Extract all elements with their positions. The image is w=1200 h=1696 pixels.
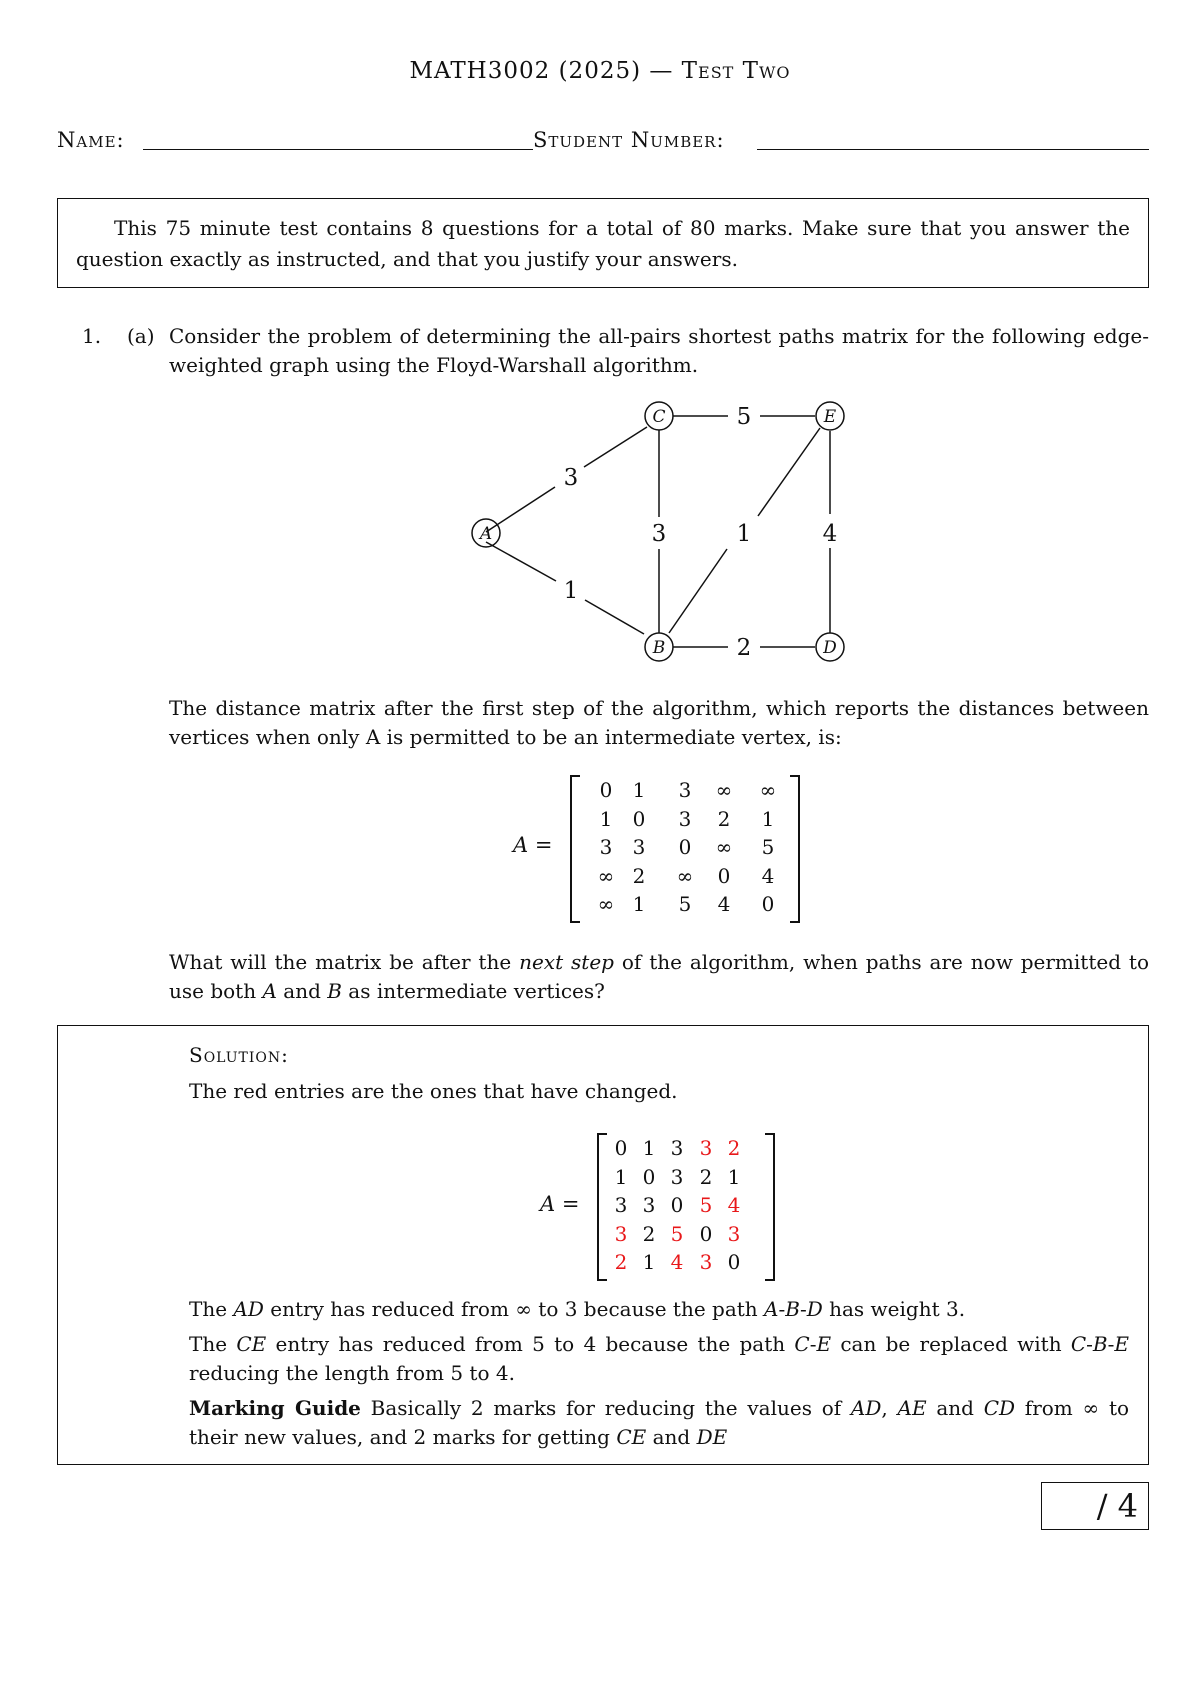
edge-a-b-upper — [486, 542, 556, 581]
matrix-cell: 3 — [699, 1250, 713, 1274]
matrix-cell: 0 — [614, 1136, 628, 1160]
node-label-d: D — [823, 638, 837, 658]
solution-intro: The red entries are the ones that have changed. — [189, 1079, 678, 1103]
matrix-intro: The distance matrix after the first step of the algorithm, which reports the distances between vertices when only A is permitted to be an intermediate vertex, is: — [169, 696, 1149, 749]
matrix-cell: 2 — [717, 806, 731, 831]
matrix-cell: 4 — [717, 892, 731, 916]
matrix-cell: ∞ — [597, 892, 615, 916]
matrix-cell: 3 — [678, 778, 692, 802]
node-label-b: B — [652, 638, 666, 658]
matrix-cell: 0 — [642, 1164, 656, 1189]
question-prompt: Consider the problem of determining the all-pairs shortest paths matrix for the following edge-weighted graph using the Floyd-Warshall algorithm. — [169, 324, 1149, 377]
solution-heading: Solution: — [189, 1043, 289, 1067]
page-title: MATH3002 (2025) — Test Two — [409, 58, 791, 84]
matrix-cell: ∞ — [676, 863, 694, 888]
next-step-question: What will the matrix be after the next step of the algorithm, when paths are now permitted to use both A and B as intermediate vertices? — [169, 950, 1149, 1003]
matrix-cell: 5 — [678, 892, 692, 916]
matrix-cell: 3 — [699, 1136, 713, 1160]
matrix-cell: 2 — [614, 1250, 628, 1274]
explanation-ad: The AD entry has reduced from ∞ to 3 because the path A-B-D has weight 3. — [189, 1297, 966, 1321]
student-number-label: Student Number: — [533, 128, 725, 152]
matrix-cell: 2 — [632, 863, 646, 888]
edge-a-b-lower — [585, 600, 644, 634]
matrix-cell: 0 — [717, 863, 731, 888]
question-part: (a) — [127, 324, 155, 348]
matrix-cell: 0 — [599, 778, 613, 802]
matrix-cell: 1 — [761, 806, 775, 831]
score-total: / 4 — [1096, 1487, 1138, 1525]
edge-a-c-upper — [584, 427, 647, 467]
question-number: 1. — [82, 324, 102, 348]
matrix-cell: 3 — [614, 1221, 628, 1246]
matrix-cell: 3 — [599, 835, 613, 859]
matrix-cell: ∞ — [715, 778, 733, 802]
weight-a-b: 1 — [563, 578, 579, 604]
instructions-text: This 75 minute test contains 8 questions for a total of 80 marks. Make sure that you answer the question exactly as instructed, and that you justify your answers. — [76, 216, 1130, 271]
matrix-cell: ∞ — [597, 863, 615, 888]
matrix-cell: 2 — [699, 1164, 713, 1189]
weight-b-d: 2 — [736, 635, 752, 661]
matrix-cell: 0 — [727, 1250, 741, 1274]
edge-b-e-upper — [758, 428, 820, 516]
matrix-cell: ∞ — [759, 778, 777, 802]
matrix-cell: 1 — [727, 1164, 741, 1189]
matrix-cell: 3 — [614, 1193, 628, 1217]
matrix-cell: 1 — [642, 1136, 656, 1160]
node-label-e: E — [823, 407, 837, 427]
matrix-cell: 0 — [670, 1193, 684, 1217]
marking-guide: Marking Guide Basically 2 marks for reducing the values of AD, AE and CD from ∞ to their new values, and 2 marks for getting CE and DE — [189, 1396, 1130, 1449]
matrix-label: A = — [513, 833, 553, 857]
matrix-right-bracket — [765, 1133, 775, 1281]
matrix-cell: 3 — [670, 1136, 684, 1160]
weight-c-e: 5 — [736, 404, 752, 430]
matrix-cell: 1 — [632, 892, 646, 916]
matrix-cell: 4 — [761, 863, 775, 888]
edge-b-e-lower — [669, 549, 727, 633]
matrix-cell: 2 — [642, 1221, 656, 1246]
matrix-cell: 1 — [632, 778, 646, 802]
matrix-cell: 0 — [761, 892, 775, 916]
weight-a-c: 3 — [563, 465, 579, 491]
weight-c-b: 3 — [651, 521, 667, 547]
weight-e-d: 4 — [822, 521, 838, 547]
matrix-cell: 3 — [642, 1193, 656, 1217]
node-label-a: A — [479, 524, 493, 544]
weight-b-e: 1 — [736, 521, 752, 547]
matrix-left-bracket — [570, 775, 580, 923]
matrix-cell: 3 — [727, 1221, 741, 1246]
matrix-cell: ∞ — [715, 835, 733, 859]
matrix-cell: 5 — [670, 1221, 684, 1246]
matrix-cell: 1 — [599, 806, 613, 831]
edge-a-c-lower — [486, 487, 555, 532]
marking-guide-label: Marking Guide — [189, 1396, 361, 1420]
matrix-cell: 3 — [678, 806, 692, 831]
matrix-cell: 3 — [632, 835, 646, 859]
matrix-cell: 4 — [670, 1250, 684, 1274]
matrix-cell: 0 — [678, 835, 692, 859]
matrix-cell: 5 — [699, 1193, 713, 1217]
matrix-cell: 1 — [614, 1164, 628, 1189]
matrix-cell: 0 — [699, 1221, 713, 1246]
distance-matrix-step1 — [570, 775, 800, 923]
node-label-c: C — [652, 407, 666, 427]
explanation-ce: The CE entry has reduced from 5 to 4 because the path C-E can be replaced with C-B-E reducing the length from 5 to 4. — [189, 1332, 1129, 1385]
solution-matrix-label: A = — [540, 1192, 580, 1216]
weighted-graph — [0, 0, 1200, 700]
matrix-cell: 1 — [642, 1250, 656, 1274]
matrix-cell: 4 — [727, 1193, 741, 1217]
matrix-right-bracket — [790, 775, 800, 923]
score-box — [1041, 1482, 1149, 1530]
distance-matrix-step2 — [597, 1133, 775, 1281]
matrix-cell: 0 — [632, 806, 646, 831]
matrix-cell: 3 — [670, 1164, 684, 1189]
name-label: Name: — [57, 128, 125, 152]
matrix-cell: 5 — [761, 835, 775, 859]
matrix-cell: 2 — [727, 1136, 741, 1160]
